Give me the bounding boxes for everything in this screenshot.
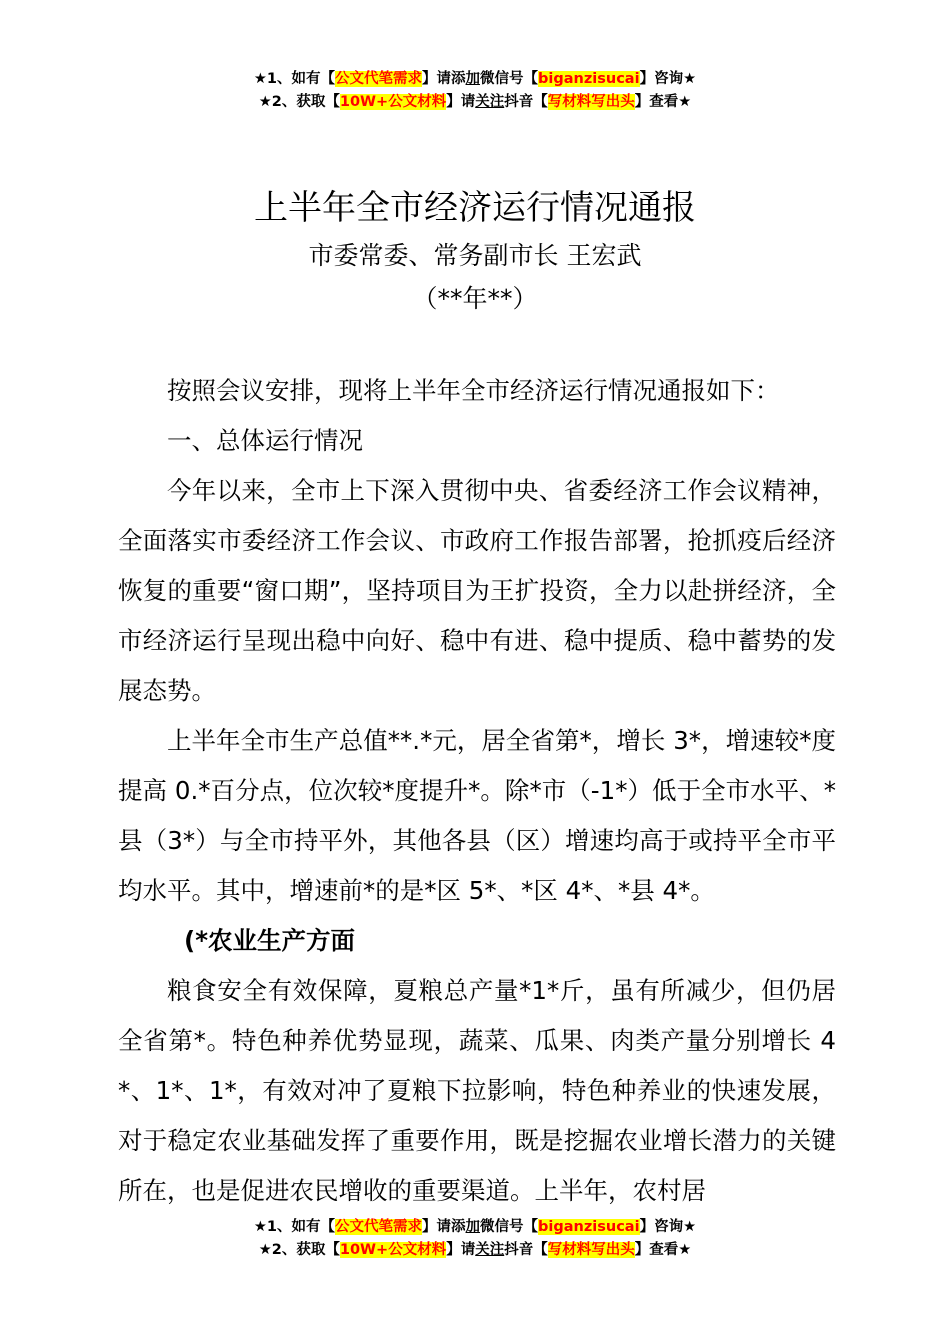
header-banner xyxy=(0,68,950,114)
paragraph-intro: 按照会议安排，现将上半年全市经济运行情况通报如下： xyxy=(167,376,780,405)
banner-text: 微信号【 xyxy=(480,71,539,87)
banner-underlined-text: 关注 xyxy=(475,1242,505,1258)
banner-text: 微信号【 xyxy=(480,1219,539,1235)
banner-highlight: 公文代笔需求 xyxy=(335,71,423,87)
footer-banner-line-1 xyxy=(0,1216,950,1239)
banner-underlined-text: 关注 xyxy=(475,94,505,110)
banner-highlight: biganzisucai xyxy=(538,71,640,87)
banner-text: ★1、如有【 xyxy=(253,1219,336,1235)
banner-text: 】咨询★ xyxy=(639,71,697,87)
banner-text: 】查看★ xyxy=(634,94,692,110)
banner-underlined-text: 加 xyxy=(465,1219,481,1235)
document-title: 上半年全市经济运行情况通报 xyxy=(254,188,696,228)
header-banner-line-1 xyxy=(0,68,950,91)
document-date: （**年**） xyxy=(412,284,538,313)
banner-text: 】请添 xyxy=(422,1219,466,1235)
banner-highlight: 写材料写出头 xyxy=(547,1242,635,1258)
banner-text: 】查看★ xyxy=(634,1242,692,1258)
subsection-heading: (*农业生产方面 xyxy=(184,926,356,955)
paragraph: 上半年全市生产总值**.*元，居全省第*，增长 3*，增速较*度提高 0.*百分点，位次较*度提升*。除*市（-1*）低于全市水平、*县（3*）与全市持平外，其他各县（区）增速均高于或持平全市平均水平。其中，增速前*的是*区 5*、*区 4*、*县 4*。 xyxy=(118,726,836,905)
banner-highlight: biganzisucai xyxy=(538,1219,640,1235)
banner-text: ★1、如有【 xyxy=(253,71,336,87)
banner-underlined-text: 加 xyxy=(465,71,481,87)
banner-text: ★2、获取【 xyxy=(258,1242,340,1258)
banner-text: 】咨询★ xyxy=(639,1219,697,1235)
document-body xyxy=(118,366,836,1216)
banner-highlight: 公文代笔需求 xyxy=(335,1219,423,1235)
banner-text: 】请添 xyxy=(422,71,466,87)
footer-banner-line-2 xyxy=(0,1239,950,1262)
banner-text: 】请 xyxy=(446,1242,476,1258)
header-banner-line-2 xyxy=(0,91,950,114)
banner-text: 抖音【 xyxy=(504,1242,548,1258)
banner-text: ★2、获取【 xyxy=(258,94,340,110)
section-heading: 一、总体运行情况 xyxy=(167,426,363,455)
banner-text: 】请 xyxy=(446,94,476,110)
banner-highlight: 10W+公文材料 xyxy=(339,94,447,110)
paragraph: 今年以来，全市上下深入贯彻中央、省委经济工作会议精神，全面落实市委经济工作会议、市政府工作报告部署，抢抓疫后经济恢复的重要“窗口期”，坚持项目为王扩投资，全力以赴拼经济，全市经济运行呈现出稳中向好、稳中有进、稳中提质、稳中蓄势的发展态势。 xyxy=(118,476,836,705)
paragraph: 粮食安全有效保障，夏粮总产量*1*斤，虽有所减少，但仍居全省第*。特色种养优势显现，蔬菜、瓜果、肉类产量分别增长 4*、1*、1*，有效对冲了夏粮下拉影响，特色种养业的快速发展，对于稳定农业基础发挥了重要作用，既是挖掘农业增长潜力的关键所在，也是促进农民增收的重要渠道。上半年，农村居 xyxy=(118,976,836,1205)
document-author: 市委常委、常务副市长 王宏武 xyxy=(308,241,642,270)
banner-text: 抖音【 xyxy=(504,94,548,110)
footer-banner xyxy=(0,1216,950,1262)
banner-highlight: 10W+公文材料 xyxy=(339,1242,447,1258)
banner-highlight: 写材料写出头 xyxy=(547,94,635,110)
